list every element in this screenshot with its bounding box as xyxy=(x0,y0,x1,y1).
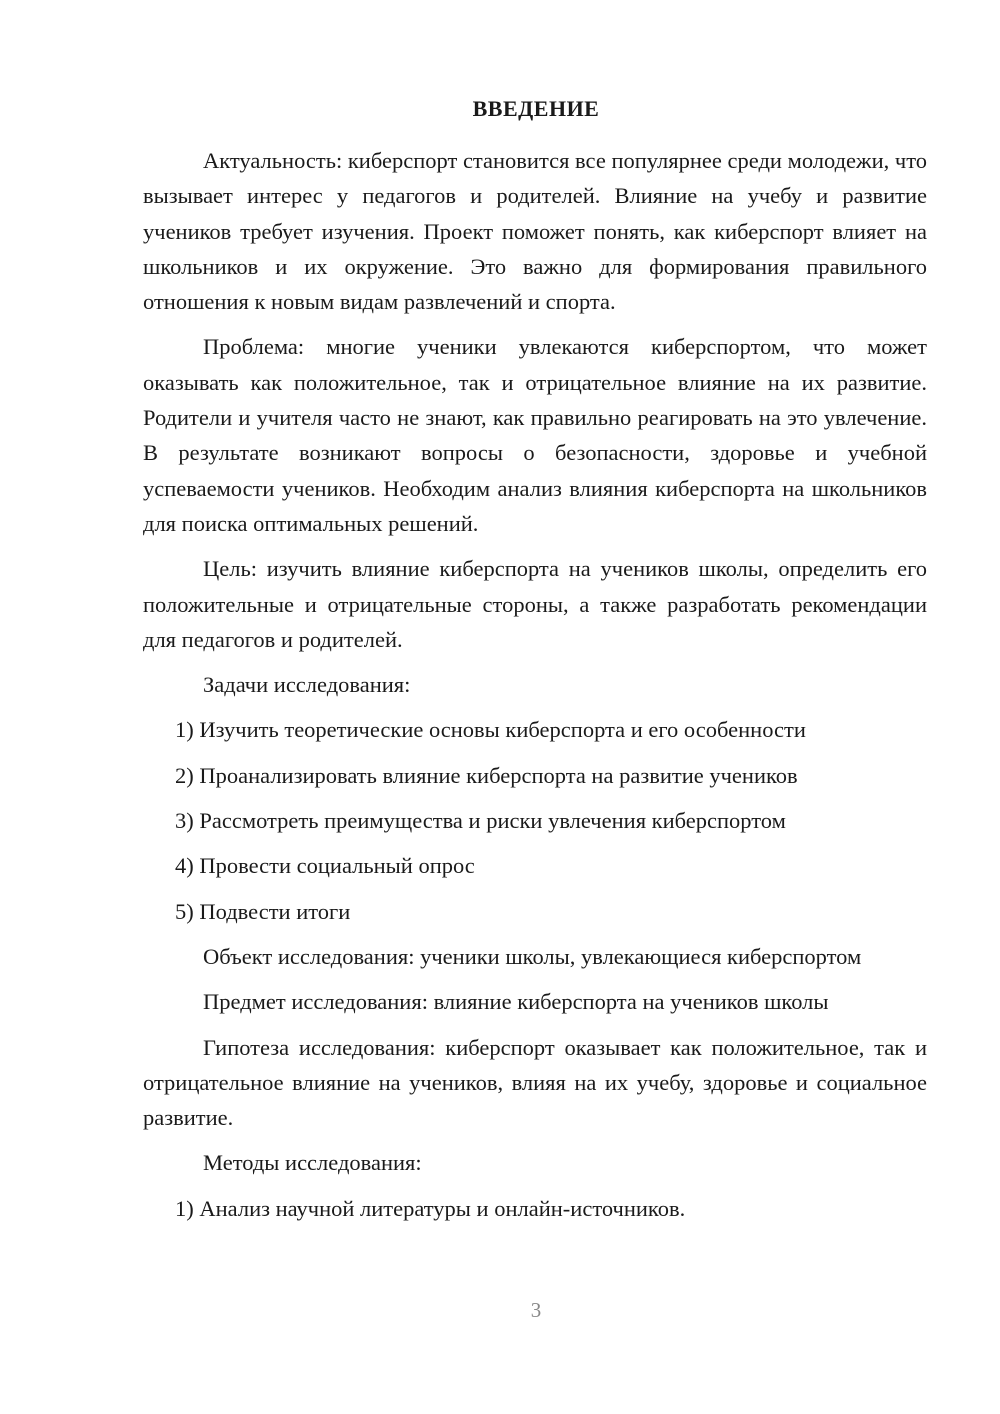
hypothesis-paragraph: Гипотеза исследования: киберспорт оказывает как положительное, так и отрицательное влияние на учеников, влияя на их учебу, здоровье и социальное развитие. xyxy=(143,1034,927,1131)
subject-paragraph: Предмет исследования: влияние киберспорта на учеников школы xyxy=(203,989,829,1015)
document-body xyxy=(143,143,927,1236)
problem-paragraph: Проблема: многие ученики увлекаются киберспортом, что может оказывать как положительное, так и отрицательное влияние на их развитие. Родители и учителя часто не знают, как правильно реагировать на это увлечение. В результате возникают вопросы о безопасности, здоровье и учебной успеваемости учеников. Необходим анализ влияния киберспорта на школьников для поиска оптимальных решений. xyxy=(143,334,927,536)
list-item: 5) Подвести итоги xyxy=(175,898,351,924)
list-item: 3) Рассмотреть преимущества и риски увлечения киберспортом xyxy=(175,808,786,834)
goal-paragraph: Цель: изучить влияние киберспорта на учеников школы, определить его положительные и отрицательные стороны, а также разработать рекомендации для педагогов и родителей. xyxy=(143,556,927,652)
list-item: 2) Проанализировать влияние киберспорта на развитие учеников xyxy=(175,762,798,788)
list-item: 4) Провести социальный опрос xyxy=(175,853,475,879)
relevance-paragraph: Актуальность: киберспорт становится все популярнее среди молодежи, что вызывает интерес у педагогов и родителей. Влияние на учебу и развитие учеников требует изучения. Проект поможет понять, как киберспорт влияет на школьников и их окружение. Это важно для формирования правильного отношения к новым видам развлечений и спорта. xyxy=(143,148,927,315)
methods-heading: Методы исследования: xyxy=(203,1150,422,1176)
methods-list xyxy=(143,1191,927,1226)
tasks-heading: Задачи исследования: xyxy=(203,672,411,698)
page-title: ВВЕДЕНИЕ xyxy=(472,96,600,121)
list-item: 1) Анализ научной литературы и онлайн-источников. xyxy=(175,1195,686,1221)
list-item: 1) Изучить теоретические основы киберспорта и его особенности xyxy=(175,717,806,743)
object-paragraph: Объект исследования: ученики школы, увлекающиеся киберспортом xyxy=(203,943,862,969)
tasks-list xyxy=(143,712,927,928)
page-number: 3 xyxy=(530,1298,542,1322)
